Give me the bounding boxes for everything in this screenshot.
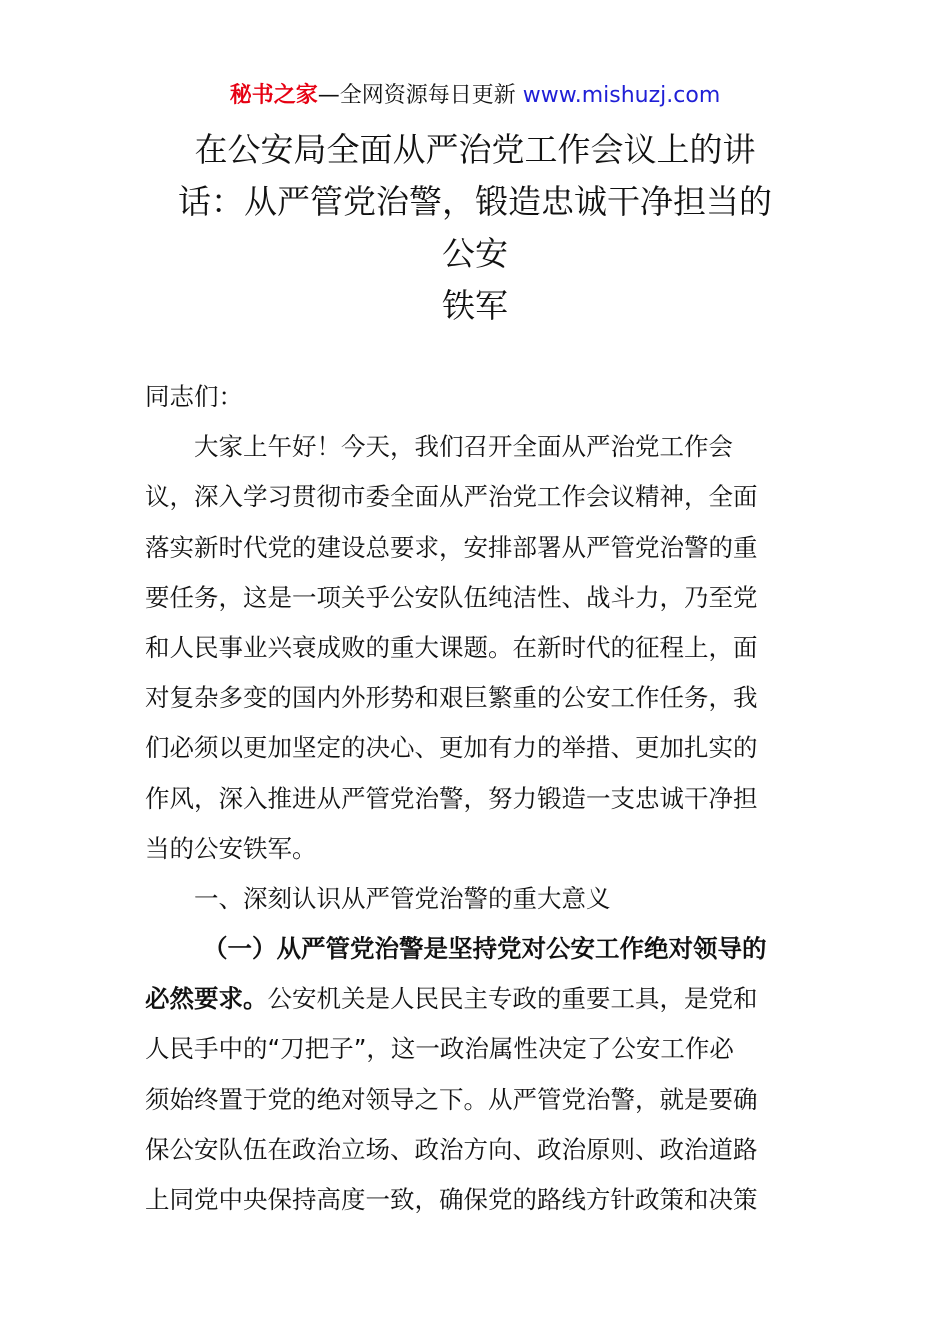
paragraph-line: 和人民事业兴衰成败的重大课题。在新时代的征程上，面 (145, 632, 758, 662)
title-line-1: 在公安局全面从严治党工作会议上的讲 (194, 130, 756, 169)
paragraph-subsection-1 (145, 924, 807, 1225)
section-heading-1: 一、深刻认识从严管党治警的重大意义 (194, 883, 611, 913)
paragraph-line: 上同党中央保持高度一致，确保党的路线方针政策和决策 (145, 1185, 758, 1214)
paragraph-line: 作风，深入推进从严管党治警，努力锻造一支忠诚干净担 (145, 783, 758, 813)
paragraph-line: 议，深入学习贯彻市委全面从严治党工作会议精神，全面 (145, 482, 758, 512)
paragraph-line: 人民手中的“刀把子”，这一政治属性决定了公安工作必 (145, 1034, 734, 1064)
salutation: 同志们： (145, 382, 243, 411)
document-body (145, 372, 807, 1225)
document-title (120, 124, 830, 332)
paragraph-line: 保公安队伍在政治立场、政治方向、政治原则、政治道路 (145, 1134, 758, 1164)
subsection-heading: （一）从严管党治警是坚持党对公安工作绝对领导的 (203, 934, 767, 964)
site-tagline: —全网资源每日更新 (317, 83, 523, 108)
title-line-3: 公安 (442, 234, 508, 273)
paragraph-line: 落实新时代党的建设总要求，安排部署从严管党治警的重 (145, 532, 758, 562)
paragraph-text: 公安机关是人民民主专政的重要工具，是党和 (267, 984, 758, 1014)
paragraph-line: 们必须以更加坚定的决心、更加有力的举措、更加扎实的 (145, 733, 758, 763)
paragraph-line: 要任务，这是一项关乎公安队伍纯洁性、战斗力，乃至党 (145, 582, 758, 612)
site-url-link[interactable]: www.mishuzj.com (522, 83, 721, 108)
paragraph-line: 当的公安铁军。 (145, 833, 317, 863)
site-brand: 秘书之家 (229, 83, 318, 108)
site-header (0, 80, 950, 112)
paragraph-line: 须始终置于党的绝对领导之下。从严管党治警，就是要确 (145, 1084, 758, 1114)
title-line-2: 话：从严管党治警，锻造忠诚干净担当的 (178, 182, 772, 221)
title-line-4: 铁军 (442, 286, 508, 325)
paragraph-opening (145, 422, 807, 874)
paragraph-line: 对复杂多变的国内外形势和艰巨繁重的公安工作任务，我 (145, 683, 758, 713)
subsection-heading-end: 必然要求。 (145, 984, 268, 1014)
paragraph-line: 大家上午好！今天，我们召开全面从严治党工作会 (194, 432, 733, 462)
paragraph-line (145, 974, 807, 1024)
